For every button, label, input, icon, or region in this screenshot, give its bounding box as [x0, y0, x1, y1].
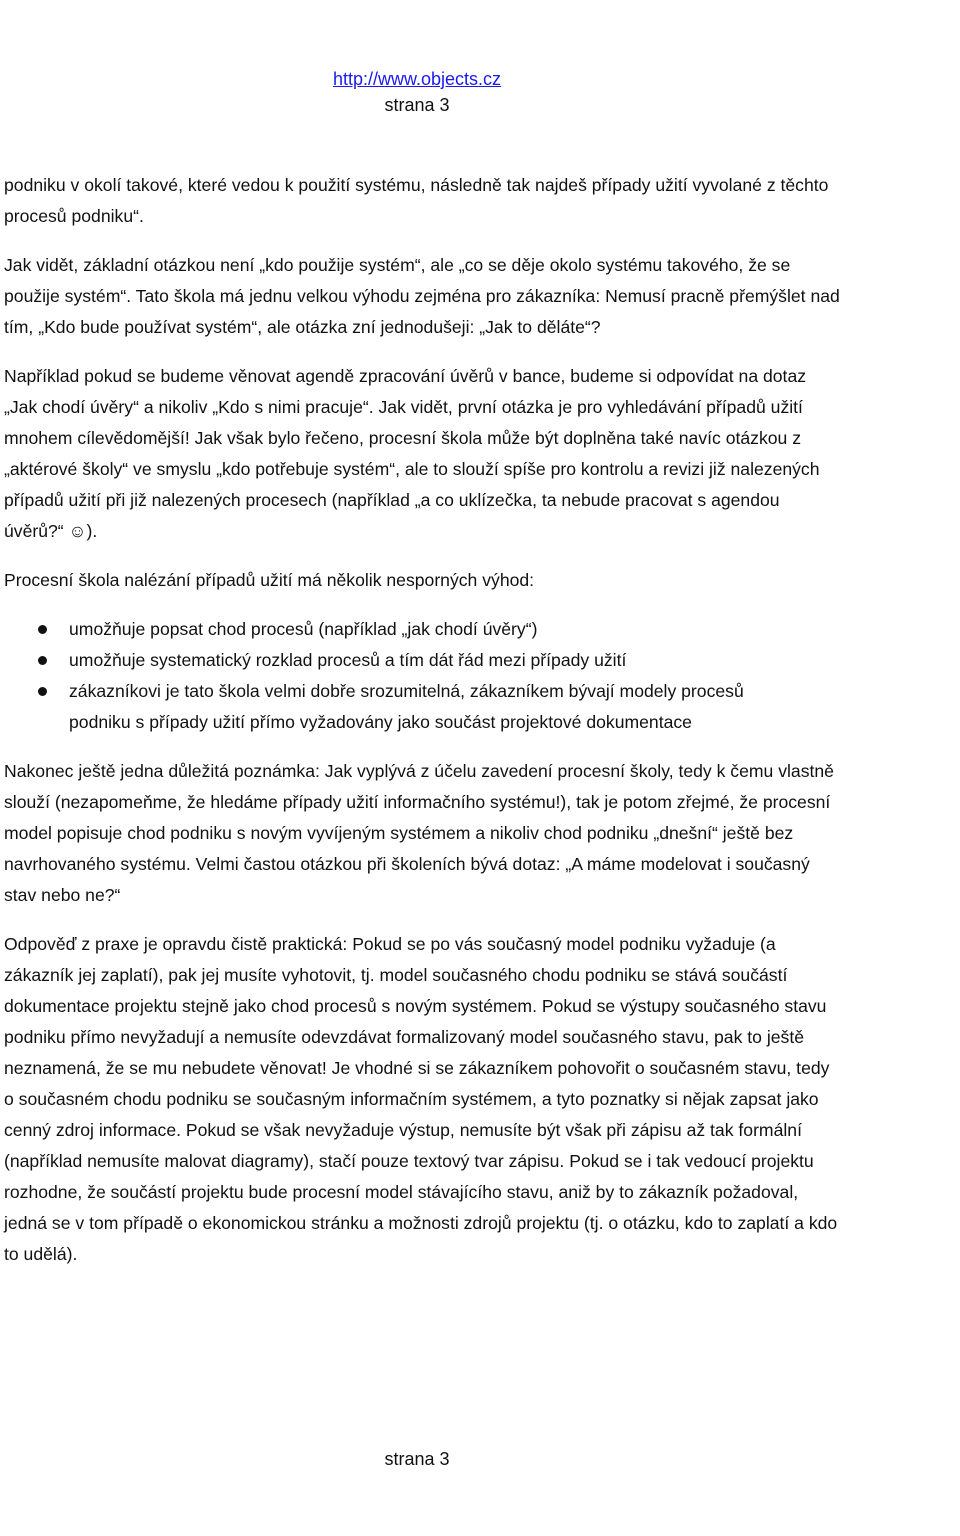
- page-footer: [0, 1446, 834, 1472]
- paragraph-1: podniku v okolí takové, které vedou k použití systému, následně tak najdeš případy užití vyvolané z těchto procesů podniku“.: [4, 175, 829, 226]
- header-page-number: strana 3: [384, 95, 450, 115]
- page-header: [0, 66, 834, 118]
- list-item: [4, 676, 809, 738]
- list-item-text: zákazníkovi je tato škola velmi dobře srozumitelná, zákazníkem bývají modely procesů podniku s případy užití přímo vyžadovány jako součást projektové dokumentace: [69, 681, 744, 732]
- header-url-link[interactable]: http://www.objects.cz: [332, 69, 502, 89]
- paragraph-2: Jak vidět, základní otázkou není „kdo použije systém“, ale „co se děje okolo systému takového, že se použije systém“. Tato škola má jednu velkou výhodu zejména pro zákazníka: Nemusí pracně přemýšlet nad tím, „Kdo bude používat systém“, ale otázka zní jednodušeji: „Jak to děláte“?: [4, 255, 840, 337]
- paragraph-6: Odpověď z praxe je opravdu čistě praktická: Pokud se po vás současný model podniku vyžaduje (a zákazník jej zaplatí), pak jej musíte vyhotovit, tj. model současného chodu podniku se stává součástí dokumentace projektu stejně jako chod procesů s novým systémem. Pokud se výstupy současného stavu podniku přímo nevyžadují a nemusíte odevzdávat formalizovaný model současného stavu, pak to ještě neznamená, že se mu nebudete věnovat! Je vhodné si se zákazníkem pohovořit o současném stavu, tedy o současném chodu podniku se současným informačním systémem, a tyto poznatky si nějak zapsat jako cenný zdroj informace. Pokud se však nevyžaduje výstup, nemusíte být však při zápisu až tak formální (například nemusíte malovat diagramy), stačí pouze textový tvar zápisu. Pokud se i tak vedoucí projektu rozhodne, že součástí projektu bude procesní model stávajícího stavu, aniž by to zákazník požadoval, jedná se v tom případě o ekonomickou stránku a možnosti zdrojů projektu (tj. o otázku, kdo to zaplatí a kdo to udělá).: [4, 934, 838, 1264]
- list-item: [4, 614, 809, 645]
- bullet-icon: [38, 656, 47, 665]
- list-item-text: umožňuje popsat chod procesů (například „jak chodí úvěry“): [69, 619, 538, 639]
- document-body: [4, 170, 844, 1288]
- paragraph-3: Například pokud se budeme věnovat agendě zpracování úvěrů v bance, budeme si odpovídat na dotaz „Jak chodí úvěry“ a nikoliv „Kdo s nimi pracuje“. Jak vidět, první otázka je pro vyhledávání případů užití mnohem cílevědomější! Jak však bylo řečeno, procesní škola může být doplněna také navíc otázkou z „aktérové školy“ ve smyslu „kdo potřebuje systém“, ale to slouží spíše pro kontrolu a revizi již nalezených případů užití při již nalezených procesech (například „a co uklízečka, ta nebude pracovat s agendou úvěrů?“ ☺).: [4, 366, 820, 541]
- list-item: [4, 645, 809, 676]
- advantages-list: [4, 614, 844, 738]
- list-item-text: umožňuje systematický rozklad procesů a tím dát řád mezi případy užití: [69, 650, 627, 670]
- bullet-icon: [38, 625, 47, 634]
- paragraph-4: Procesní škola nalézání případů užití má několik nesporných výhod:: [4, 570, 535, 590]
- paragraph-5: Nakonec ještě jedna důležitá poznámka: Jak vyplývá z účelu zavedení procesní školy, tedy k čemu vlastně slouží (nezapomeňme, že hledáme případy užití informačního systému!), tak je potom zřejmé, že procesní model popisuje chod podniku s novým vyvíjeným systémem a nikoliv chod podniku „dnešní“ ještě bez navrhovaného systému. Velmi častou otázkou při školeních bývá dotaz: „A máme modelovat i současný stav nebo ne?“: [4, 761, 834, 905]
- bullet-icon: [38, 687, 47, 696]
- footer-page-number: strana 3: [384, 1449, 450, 1469]
